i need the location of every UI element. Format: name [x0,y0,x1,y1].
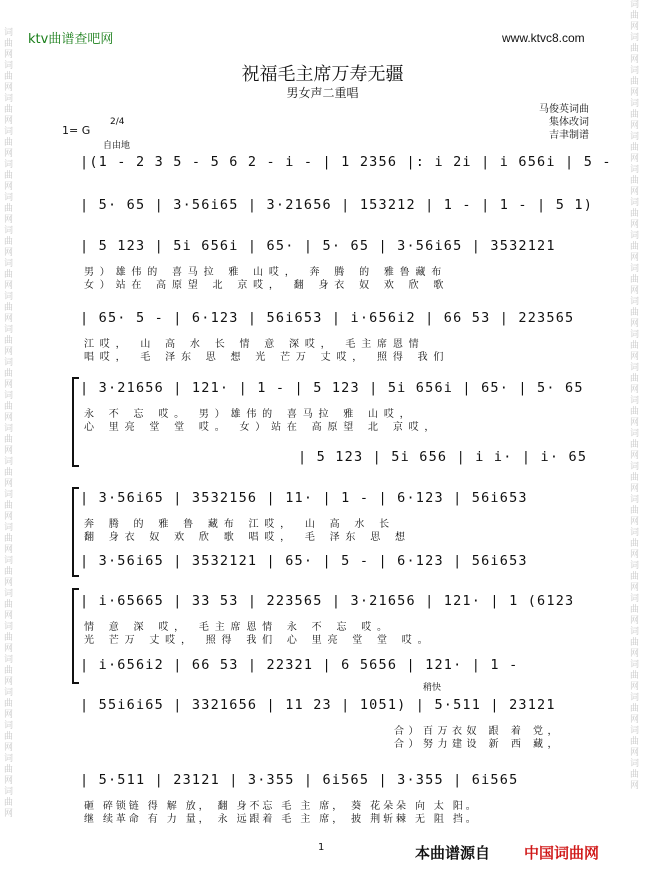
source-label: 本曲谱源自 [415,844,491,862]
score-row-6 [290,449,591,475]
lyrics-line-upper: 情 意 深 哎， 毛主席恩情 永 不 忘 哎。 [84,622,393,633]
page-number: 1 [318,842,325,853]
score-row-7 [72,490,591,543]
notation-line: | 5· 65 | 3·56i65 | 3·21656 | 153212 | 1 - | 1 - | 5 1) [80,197,594,213]
lyrics-line-upper: 奔 腾 的 雅 鲁 藏布 江哎， 山 高 水 长 [84,519,395,530]
time-signature: 2/4 [110,117,125,127]
notation-line: | 3·56i65 | 3532121 | 65· | 5 - | 6·123 | 56i653 [80,553,528,569]
source-brand-link[interactable]: 中国词曲网 [524,844,600,862]
lyrics-line-lower: 继 续革命 有 力 量， 永 远跟着 毛 主 席， 披 荆斩棘 无 阻 挡。 [84,814,479,825]
watermark-left: 词曲网词曲网词曲网词曲网词曲网词曲网词曲网词曲网词曲网词曲网词曲网词曲网词曲网词曲网词曲网词曲网词曲网词曲网词曲网词曲网词曲网词曲网词曲网词曲网 [4,28,14,819]
lyrics-line-chorus-1: 合）百万衣奴 跟 着 党， [394,726,563,737]
score-row-9 [72,593,591,646]
lyrics-line-male: 男）雄伟的 喜马拉 雅 山哎， 奔 腾 的 雅鲁藏布 [84,267,448,278]
tempo-mark: 自由地 [103,141,131,151]
lyrics-line-lower: 光 芒万 丈哎， 照得 我们 心 里亮 堂 堂 哎。 [84,635,434,646]
lyrics-line-upper: 砸 碎锁链 得 解 放， 翻 身不忘 毛 主 席， 葵 花朵朵 向 太 阳。 [84,801,479,812]
lyrics-line-lower: 翻 身衣 奴 欢 欣 歌 唱哎， 毛 泽东 思 想 [84,532,411,543]
credit-arranger: 吉聿制谱 [549,130,589,141]
song-subtitle: 男女声二重唱 [286,86,359,100]
lyrics-line-female: 女）站在 高原望 北 京哎， 翻 身衣 奴 欢 欣 歌 [84,280,450,291]
site-url-right[interactable]: www.ktvc8.com [502,31,585,45]
notation-line: |(1 - 2 3 5 - 5 6 2 - i - | 1 2356 |: i 2i | i 656i | 5 - [80,154,612,170]
notation-line: | i·65665 | 33 53 | 223565 | 3·21656 | 121· | 1 (6123 [80,593,575,609]
watermark-right: 词曲网词曲网词曲网词曲网词曲网词曲网词曲网词曲网词曲网词曲网词曲网词曲网词曲网词曲网词曲网词曲网词曲网词曲网词曲网词曲网词曲网词曲网词曲网词曲网 [630,0,640,791]
dynamics-mark: 稍快 [423,683,442,693]
notation-line: | 5 123 | 5i 656 | i i· | i· 65 [298,449,588,465]
song-title: 祝福毛主席万寿无疆 [241,64,404,85]
credit-adapter: 集体改词 [549,117,589,128]
notation-line: | i·656i2 | 66 53 | 22321 | 6 5656 | 121· | 1 - [80,657,519,673]
score-row-11 [72,697,591,750]
lyrics-line-lower: 心 里亮 堂 堂 哎。 女）站在 高原望 北 京哎， [84,422,441,433]
score-row-12 [72,772,591,825]
notation-line: | 55i6i65 | 3321656 | 11 23 | 1051) | 5·511 | 23121 [80,697,556,713]
credit-lyricist: 马俊英词曲 [539,104,589,115]
score-row-8 [72,553,591,579]
lyrics-line-male: 江哎， 山 高 水 长 情 意 深哎， 毛主席恩情 [84,339,425,350]
notation-line: | 3·21656 | 121· | 1 - | 5 123 | 5i 656i | 65· | 5· 65 [80,380,584,396]
notation-line: | 65· 5 - | 6·123 | 56i653 | i·656i2 | 66 53 | 223565 [80,310,575,326]
lyrics-line-female: 唱哎， 毛 泽东 思 想 光 芒万 丈哎， 照得 我们 [84,352,450,363]
score-row-3 [72,238,591,291]
key-signature: 1= G [62,124,91,137]
lyrics-line-upper: 永 不 忘 哎。 男）雄伟的 喜马拉 雅 山哎， [84,409,416,420]
score-row-1 [72,154,612,180]
score-row-2 [72,197,594,223]
score-row-4 [72,310,591,363]
notation-line: | 5 123 | 5i 656i | 65· | 5· 65 | 3·56i65 | 3532121 [80,238,556,254]
site-name-left[interactable]: ktv曲谱查吧网 [28,32,114,47]
lyrics-line-chorus-2: 合）努力建设 新 西 藏， [394,739,563,750]
score-row-5 [72,380,591,433]
score-row-10 [72,657,591,683]
notation-line: | 3·56i65 | 3532156 | 11· | 1 - | 6·123 | 56i653 [80,490,528,506]
notation-line: | 5·511 | 23121 | 3·355 | 6i565 | 3·355 | 6i565 [80,772,519,788]
